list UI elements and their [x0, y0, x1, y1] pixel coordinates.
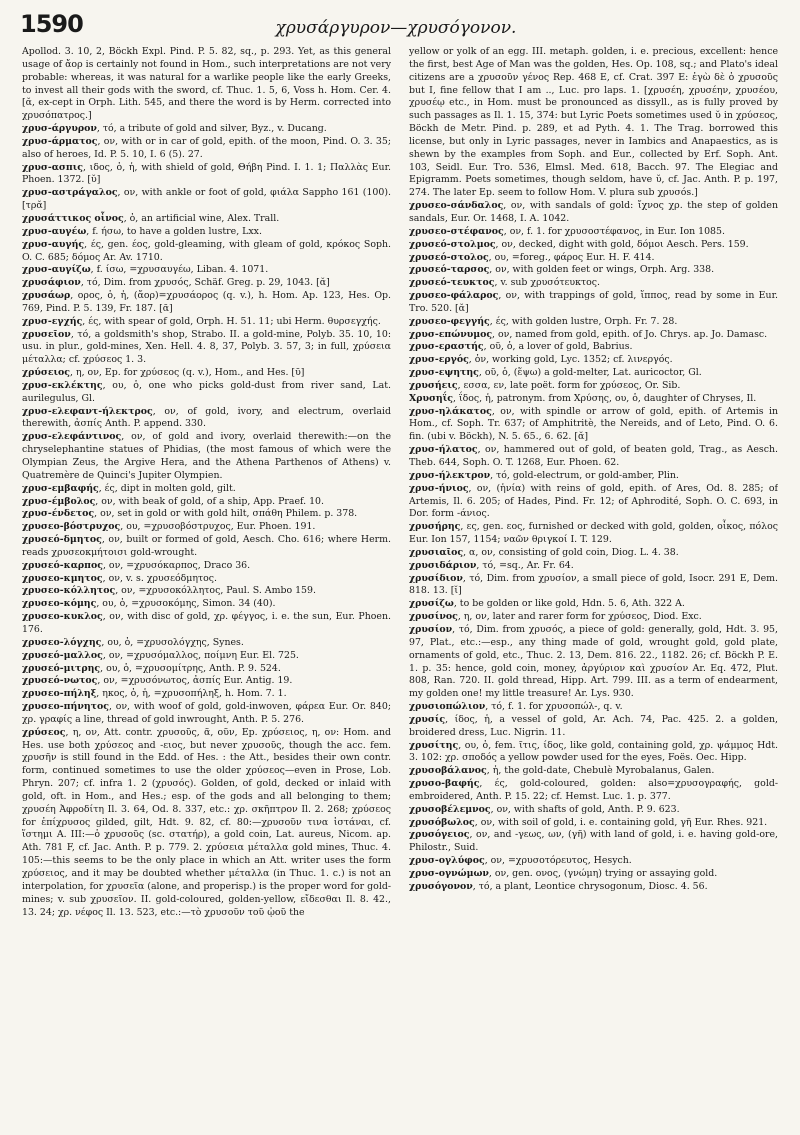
dictionary-entry: χρυσίς, ίδος, ἡ, a vessel of gold, Ar. Ach. 74, Pac. 425. 2. a golden, broidered dress, Luc. Nigrin. 11. [409, 713, 778, 738]
dictionary-entry: χρυσεο-πήληξ, ηκος, ὁ, ἡ, =χρυσοπήληξ, h. Hom. 7. 1. [22, 688, 287, 700]
dictionary-entry: χρυσίζω, to be golden or like gold, Hdn. 5. 6, Ath. 322 A. [409, 598, 685, 610]
dictionary-entry: χρυσεο-πήνητος, ον, with woof of gold, gold-inwoven, φάρεα Eur. Or. 840; χρ. γραφίς a line, thread of gold inwrought, Anth. P. 5. 276. [22, 701, 391, 725]
dictionary-entry: χρυσο-βαφής, ές, gold-coloured, golden: also=χρυσογραφής, gold-embroidered, Anth. P. 15. 22; cf. Hemst. Luc. 1. p. 377. [409, 778, 778, 802]
dictionary-entry: χρυσεό-καρπος, ον, =χρυσόκαρπος, Draco 36. [22, 559, 251, 571]
dictionary-entry: χρυσίδιον, τό, Dim. from χρυσίον, a small piece of gold, Isocr. 291 E, Dem. 818. 13. [ῐ] [409, 572, 778, 597]
dictionary-entry: χρυσεό-νωτος, ον, =χρυσόνωτος, ἀσπίς Eur. Antig. 19. [22, 675, 293, 687]
dictionary-entry: χρυσ-εκλέκτης, ου, ὁ, one who picks gold-dust from river sand, Lat. aurilegulus, Gl. [22, 379, 391, 404]
dictionary-entry: χρυσήεις, εσσα, εν, late poët. form for χρύσεος, Or. Sib. [409, 379, 681, 391]
dictionary-entry: χρυσ-εργός, ὁν, working gold, Lyc. 1352; cf. λινεργός. [409, 354, 673, 366]
dictionary-entry: χρυσοβέλεμνος, ον, with shafts of gold, Anth. P. 9. 623. [409, 803, 680, 815]
dictionary-entry: χρυσ-ογνώμων, ον, gen. ονος, (γνώμη) trying or assaying gold. [409, 868, 718, 879]
dictionary-entry: Χρυσηΐς, ΐδος, ἡ, patronym. from Χρύσης, ου, ὁ, daughter of Chryses, Il. [409, 392, 757, 404]
dictionary-entry: χρυσ-άργυρον, τό, a tribute of gold and silver, Byz., v. Ducang. [22, 123, 327, 135]
right-column [409, 46, 778, 1127]
dictionary-entry: χρυσιδάριον, τό, =sq., Ar. Fr. 64. [409, 559, 574, 571]
dictionary-entry: χρυσίτης, ου, ὁ, fem. ῖτις, ίδος, like gold, containing gold, χρ. ψάμμος Hdt. 3. 102: χρ. σποδός a yellow powder used for the eyes, Foës. Oec. Hipp. [409, 739, 778, 764]
dictionary-entry: χρυσ-ήλατος, ον, hammered out of gold, of beaten gold, Trag., as Aesch. Theb. 644, Soph. O. T. 1268, Eur. Phoen. 62. [409, 444, 778, 468]
dictionary-entry: χρυσ-ασπις, ιδος, ὁ, ἡ, with shield of gold, Θήβη Pind. I. 1. 1; Παλλὰς Eur. Phoen. 1372. [ῠ] [22, 161, 391, 186]
dictionary-entry: χρυσ-ήνιος, ον, (ἡνία) with reins of gold, epith. of Ares, Od. 8. 285; of Artemis, Il. 6. 205; of Hades, Pind. Fr. 12; of Aphrodité, Soph. O. C. 693, in Dor. form -άνιος. [409, 482, 778, 520]
dictionary-entry: χρυσεό-ταρσος, ον, with golden feet or wings, Orph. Arg. 338. [409, 264, 715, 276]
dictionary-entry: χρυσ-ήλεκτρον, τό, gold-electrum, or gold-amber, Plin. [409, 469, 679, 481]
dictionary-entry: χρυσεό-δμητος, ον, built or formed of gold, Aesch. Cho. 616; where Herm. reads χρυσεοκμήτοισι gold-wrought. [22, 534, 391, 558]
dictionary-entry: χρυσεο-κμητος, ον, v. s. χρυσεόδμητος. [22, 572, 218, 584]
dictionary-entry: χρυσιοπώλιον, τό, f. 1. for χρυσοπώλ-, q. v. [409, 701, 623, 713]
dictionary-entry: χρυσεο-φεγγής, ές, with golden lustre, Orph. Fr. 7. 28. [409, 315, 678, 327]
dictionary-entry: χρυσ-ελεφαντ-ήλεκτρος, ον, of gold, ivory, and electrum, overlaid therewith, ἀσπίς Anth. P. append. 330. [22, 405, 391, 430]
dictionary-entry: Apollod. 3. 10, 2, Böckh Expl. Pind. P. 5. 82, sq., p. 293. Yet, as this general usage of ἄορ is certainly not found in Hom., such interpretations are not very probable: whereas, it was natural for a warlike people like the early Greeks, to invest all their gods with the sword, cf. Thuc. 1. 5, 6, Voss h. Hom. Cer. 4. [ᾰ, ex-cept in Orph. Lith. 545, and there the word is by Herm. corrected into χρυσόπατρος.] [22, 46, 391, 122]
dictionary-entry: χρυσ-εμβαφής, ές, dipt in molten gold, gilt. [22, 482, 236, 494]
dictionary-entry: χρυσ-εψητης, οῦ, ὁ, (ἕψω) a gold-melter, Lat. auricoctor, Gl. [409, 367, 702, 379]
dictionary-entry: χρυσεο-σάνδαλος, ον, with sandals of gold: ἴχνος χρ. the step of golden sandals, Eur. Or. 1468, I. A. 1042. [409, 200, 778, 224]
dictionary-entry: χρυσ-έμβολος, ον, with beak of gold, of a ship, App. Praef. 10. [22, 495, 325, 507]
dictionary-entry: χρύσεος, η, ον, Att. contr. χρυσοῦς, ᾶ, οῦν, Ep. χρύσειος, η, ον: Hom. and Hes. use both χρύσεος and -ειος, but never χρυσοῦς, though the acc. fem. χρυσῆν is still found in the Edd. of Hes. : the Att., besides their own contr. form, continued sometimes to use the older χρύσεος—even in Prose, Lob. Phryn. 207; cf. infra 1. 2 (χρυσός). Golden, of gold, decked or inlaid with gold, oft. in Hom., and Hes.; esp. of the gods and all belonging to them; χρυσέη Ἀφροδίτη Il. 3. 64, Od. 8. 337, etc.: χρ. σκῆπτρον Il. 2. 268; χρύσεος for ἐπίχρυσος gilded, gilt, Hdt. 9. 82, cf. 80:—χρυσοῦν τινα ἱστάναι, cf. ἵστημι A. III:—ὁ χρυσοῦς (sc. στατήρ), a gold coin, Lat. aureus, Nicom. ap. Ath. 781 F, cf. Jac. Anth. P. p. 779. 2. χρύσεια μέταλλα gold mines, Thuc. 4. 105:—this seems to be the only place in which an Att. writer uses the form χρύσειος, and it may be doubted whether μέταλλα (in Thuc. 1. c.) is not an interpolation, for χρυσεῖα (alone, and properisp.) is the proper word for gold-mines; v. sub χρυσεῖον. II. gold-coloured, golden-yellow, εἴδεσθαι Il. 8. 42., 13. 24; χρ. νέφος Il. 13. 523, etc.:—τὸ χρυσοῦν τοῦ ᾠοῦ the [22, 726, 391, 918]
dictionary-entry: χρυσ-ογλύφος, ον, =χρυσοτόρευτος, Hesych. [409, 855, 632, 867]
page-number: 1590 [20, 10, 83, 38]
dictionary-entry: χρυσ-εγχής, ές, with spear of gold, Orph. H. 51. 11; ubi Herm. θυρσεγχής. [22, 315, 381, 327]
dictionary-entry: χρυσεο-στέφανος, ον, f. 1. for χρυσοστέφανος, in Eur. Ion 1085. [409, 225, 725, 237]
page-header [20, 10, 772, 40]
dictionary-entry: χρυσεό-μιτρης, ου, ὁ, =χρυσομίτρης, Anth. P. 9. 524. [22, 662, 281, 674]
dictionary-entry: χρυσόβωλος, ον, with soil of gold, i. e. containing gold, γῆ Eur. Rhes. 921. [409, 816, 768, 828]
dictionary-entry: χρυσάωρ, ορος, ὁ, ἡ, (ἄορ)=χρυσάορος (q. v.), h. Hom. Ap. 123, Hes. Op. 769, Pind. P. 5. 139, Fr. 187. [ᾱ] [22, 290, 391, 314]
dictionary-entry: χρυσ-άρματος, ον, with or in car of gold, epith. of the moon, Pind. O. 3. 35; also of heroes, Id. P. 5. 10, I. 6 (5). 27. [22, 135, 391, 160]
dictionary-entry: χρύσειος, η, ον, Ep. for χρύσεος (q. v.), Hom., and Hes. [ῡ] [22, 367, 305, 379]
dictionary-entry: χρυσοβάλανος, ἡ, the gold-date, Chebulè Myrobalanus, Galen. [409, 765, 715, 777]
dictionary-entry: χρυσ-αυγής, ές, gen. έος, gold-gleaming, with gleam of gold, κρόκος Soph. O. C. 685; δόμος Ar. Av. 1710. [22, 238, 391, 263]
dictionary-entry: χρυσεο-φάλαρος, ον, with trappings of gold, ἵππος, read by some in Eur. Tro. 520. [ᾰ] [409, 290, 778, 314]
dictionary-entry: χρυσιαῖος, α, ον, consisting of gold coin, Diog. L. 4. 38. [409, 546, 679, 558]
dictionary-entry: χρυσεο-βόστρυχος, ου, =χρυσοβόστρυχος, Eur. Phoen. 191. [22, 521, 316, 533]
dictionary-entry: χρυσήρης, ες, gen. εος, furnished or decked with gold, golden, οἶκος, πόλος Eur. Ion 157, 1154; ναῶν θριγκοί I. T. 129. [409, 521, 778, 546]
dictionary-entry: χρυσ-επώνυμος, ον, named from gold, epith. of Jo. Chrys. ap. Jo. Damasc. [409, 328, 768, 340]
dictionary-entry: χρυσεό-τευκτος, v. sub χρυσότευκτος. [409, 277, 601, 289]
dictionary-entry: χρυσεό-στολμος, ον, decked, dight with gold, δόμοι Aesch. Pers. 159. [409, 238, 749, 250]
dictionary-entry: χρυσεο-λόγχης, ου, ὁ, =χρυσολόγχης, Synes. [22, 636, 244, 648]
dictionary-entry: χρυσόγειος, ον, and -γεως, ων, (γῆ) with land of gold, i. e. having gold-ore, Philostr., Suid. [409, 829, 778, 854]
dictionary-entry: yellow or yolk of an egg. III. metaph. golden, i. e. precious, excellent: hence the first, best Age of Man was the golden, Hes. Op. 108, sq.; and Plato's ideal citizens are a χρυσοῦν γένος Rep. 468 E, cf. Crat. 397 E: ἐγὼ δὲ ὁ χρυσοῦς but I, fine fellow that I am .., Luc. pro laps. 1. [χρυσέη, χρυσέην, χρυσέου, χρυσέῳ etc., in Hom. must be pronounced as dissyll., as is fully proved by such passages as Il. 1. 15, 374: but Lyric Poets sometimes used ῠ in χρύσεος, Böckh de Metr. Pind. p. 289, et ad Pyth. 4. 1. The Trag. borrowed this license, but only in Lyric passages, never in Iambics and Anapaestics, as is shewn by the examples from Soph. and Eur., collected by Erf. Soph. Ant. 103, Seidl. Eur. Tro. 536, Elmsl. Med. 618, Bacch. 97. The Elegiac and Epigramm. Poets sometimes, though seldom, have ῠ, cf. Jac. Anth. P. p. 197, 274. The later Ep. seem to follow Hom. V. plura sub χρυσόs.] [409, 46, 778, 199]
dictionary-entry: χρυσόγονον, τό, a plant, Leontice chrysogonum, Diosc. 4. 56. [409, 880, 708, 892]
dictionary-entry: χρυσεο-κόλλητος, ον, =χρυσοκόλλητος, Paul. S. Ambo 159. [22, 585, 316, 597]
left-column [22, 46, 391, 1127]
dictionary-entry: χρυσεό-στολος, ου, =foreg., φάρος Eur. H. F. 414. [409, 251, 655, 263]
dictionary-entry: χρυσεο-κόμης, ου, ὁ, =χρυσοκόμης, Simon. 34 (40). [22, 598, 276, 610]
dictionary-entry: χρυσάφιον, τό, Dim. from χρυσός, Schäf. Greg. p. 29, 1043. [ᾰ] [22, 277, 330, 289]
dictionary-entry: χρυσ-ελεφάντινος, ον, of gold and ivory, overlaid therewith:—on the chryselephantine statues of Phidias, (the most famous of which were the Olympian Zeus, the Argive Hera, and the Athena Parthenos of Athens) v. Quatremère de Quinci's Jupiter Olympien. [22, 431, 391, 481]
running-head: χρυσάργυρον—χρυσόγονον. [275, 18, 517, 38]
dictionary-entry: χρυσεό-μαλλος, ον, =χρυσόμαλλος, ποίμνη Eur. El. 725. [22, 649, 299, 661]
dictionary-entry: χρυσ-εραστής, οῦ, ὁ, a lover of gold, Babrius. [409, 341, 633, 353]
dictionary-entry: χρυσίνος, η, ον, later and rarer form for χρύσεος, Diod. Exc. [409, 611, 702, 623]
dictionary-entry: χρυσ-ένδετος, ον, set in gold or with gold hilt, σπάθη Philem. p. 378. [22, 508, 358, 520]
dictionary-entry: χρυσ-αυγέω, f. ήσω, to have a golden lustre, Lxx. [22, 225, 262, 237]
dictionary-entry: χρυσ-αστράγαλος, ον, with ankle or foot of gold, φιάλα Sappho 161 (100). [τρᾰ] [22, 187, 391, 212]
dictionary-entry: χρυσ-ηλάκατος, ον, with spindle or arrow of gold, epith. of Artemis in Hom., cf. Soph. Tr. 637; of Amphitritè, the Nereids, and of Leto, Pind. O. 6. fin. (ubi v. Böckh), N. 5. 65., 6. 62. [ᾰ] [409, 405, 778, 443]
dictionary-entry: χρυσεῖον, τό, a goldsmith's shop, Strabo. II. a gold-mine, Polyb. 35. 10, 10: usu. in plur., gold-mines, Xen. Hell. 4. 8, 37, Polyb. 3. 57, 3; in full, χρύσεια μέταλλα; cf. χρύσεος 1. 3. [22, 328, 391, 366]
dictionary-entry: χρυσεο-κυκλος, ον, with disc of gold, χρ. φέγγος, i. e. the sun, Eur. Phoen. 176. [22, 611, 391, 635]
dictionary-entry: χρυσίον, τό, Dim. from χρυσός, a piece of gold: generally, gold, Hdt. 3. 95, 97, Plat., etc.:—esp., any thing made of gold, wrought gold, gold plate, ornaments of gold, etc., Thuc. 2. 13, Dem. 816. 22., 1182. 26; cf. Böckh P. E. 1. p. 35: hence, gold coin, money, ἀργύριον καὶ χρυσίον Ar. Eq. 472, Plut. 808, Ran. 720. II. gold thread, Hipp. Art. 799. III. as a term of endearment, my golden one! my little treasure! Ar. Lys. 930. [409, 623, 778, 700]
dictionary-entry: χρυσ-αυγίζω, f. ίσω, =χρυσαυγέω, Liban. 4. 1071. [22, 264, 269, 276]
dictionary-entry: χρυσάττικος οἶνος, ὁ, an artificial wine, Alex. Trall. [22, 212, 280, 224]
